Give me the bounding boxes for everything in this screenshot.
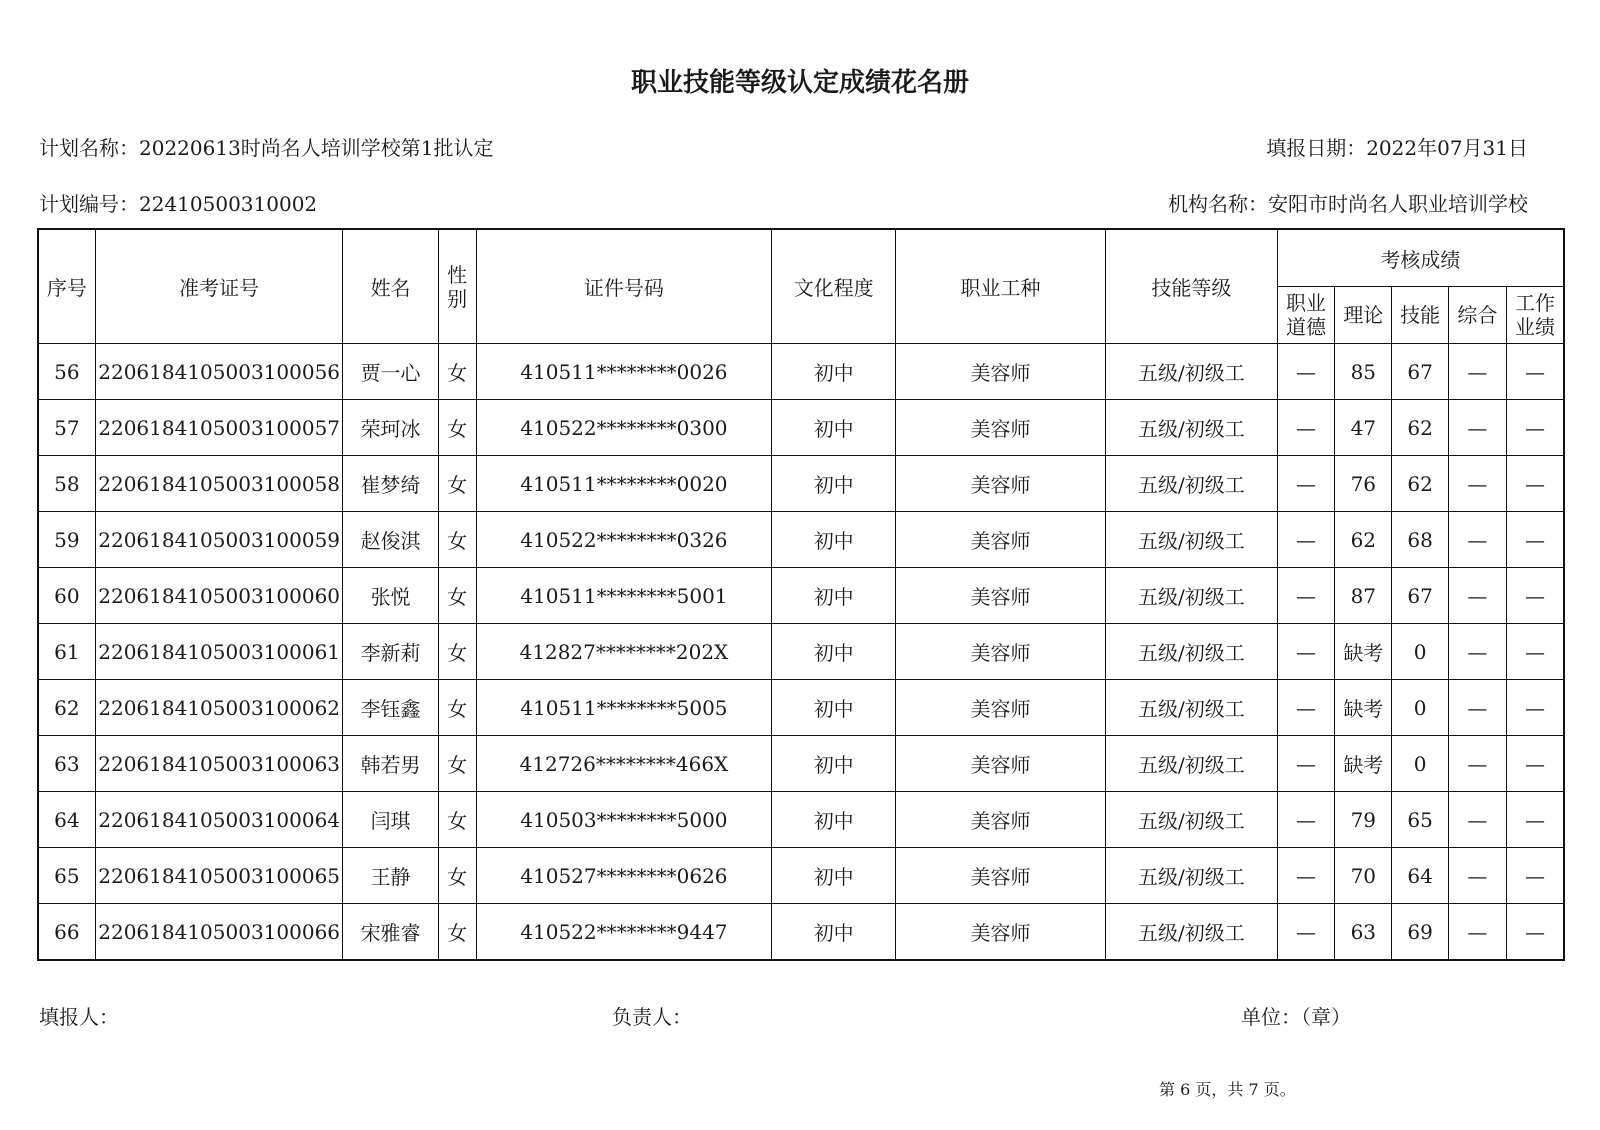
cell-level: 五级/初级工 xyxy=(1105,568,1277,624)
cell-skill: 67 xyxy=(1392,568,1448,624)
cell-education: 初中 xyxy=(772,624,896,680)
header-scores-group: 考核成绩 xyxy=(1277,229,1564,287)
cell-name: 张悦 xyxy=(343,568,438,624)
cell-gender: 女 xyxy=(438,624,476,680)
cell-ticket: 2206184105003100065 xyxy=(95,848,343,904)
cell-occupation: 美容师 xyxy=(896,680,1106,736)
cell-theory: 85 xyxy=(1335,344,1392,400)
table-row xyxy=(38,456,1564,512)
cell-theory: 63 xyxy=(1335,904,1392,961)
header-ethics-label: 职业道德 xyxy=(1286,291,1326,339)
cell-overall: — xyxy=(1448,512,1506,568)
score-roster-table xyxy=(37,228,1565,961)
cell-performance: — xyxy=(1507,344,1564,400)
header-level: 技能等级 xyxy=(1105,229,1277,344)
cell-seq: 57 xyxy=(38,400,95,456)
cell-ethics: — xyxy=(1277,736,1334,792)
cell-id-number: 410503********5000 xyxy=(476,792,772,848)
cell-gender: 女 xyxy=(438,848,476,904)
cell-id-number: 410522********9447 xyxy=(476,904,772,961)
cell-skill: 64 xyxy=(1392,848,1448,904)
cell-gender: 女 xyxy=(438,400,476,456)
header-skill: 技能 xyxy=(1392,287,1448,344)
cell-education: 初中 xyxy=(772,512,896,568)
cell-seq: 64 xyxy=(38,792,95,848)
table-row xyxy=(38,400,1564,456)
cell-id-number: 410511********0020 xyxy=(476,456,772,512)
cell-ethics: — xyxy=(1277,400,1334,456)
cell-seq: 65 xyxy=(38,848,95,904)
cell-occupation: 美容师 xyxy=(896,848,1106,904)
cell-education: 初中 xyxy=(772,456,896,512)
cell-gender: 女 xyxy=(438,568,476,624)
cell-level: 五级/初级工 xyxy=(1105,848,1277,904)
cell-name: 闫琪 xyxy=(343,792,438,848)
header-overall: 综合 xyxy=(1448,287,1506,344)
cell-level: 五级/初级工 xyxy=(1105,680,1277,736)
cell-ethics: — xyxy=(1277,456,1334,512)
plan-name: 计划名称：20220613时尚名人培训学校第1批认定 xyxy=(39,136,494,160)
cell-skill: 69 xyxy=(1392,904,1448,961)
cell-name: 韩若男 xyxy=(343,736,438,792)
cell-theory: 62 xyxy=(1335,512,1392,568)
plan-code: 计划编号：22410500310002 xyxy=(39,192,318,216)
unit-seal-label: 单位：（章） xyxy=(1241,1005,1351,1029)
cell-education: 初中 xyxy=(772,848,896,904)
cell-ticket: 2206184105003100063 xyxy=(95,736,343,792)
header-seq: 序号 xyxy=(38,229,95,344)
cell-gender: 女 xyxy=(438,680,476,736)
cell-level: 五级/初级工 xyxy=(1105,512,1277,568)
cell-theory: 76 xyxy=(1335,456,1392,512)
cell-occupation: 美容师 xyxy=(896,568,1106,624)
cell-ticket: 2206184105003100058 xyxy=(95,456,343,512)
cell-occupation: 美容师 xyxy=(896,344,1106,400)
cell-education: 初中 xyxy=(772,680,896,736)
cell-gender: 女 xyxy=(438,736,476,792)
cell-level: 五级/初级工 xyxy=(1105,456,1277,512)
cell-ethics: — xyxy=(1277,848,1334,904)
cell-occupation: 美容师 xyxy=(896,624,1106,680)
cell-performance: — xyxy=(1507,680,1564,736)
cell-ethics: — xyxy=(1277,624,1334,680)
cell-theory: 缺考 xyxy=(1335,736,1392,792)
cell-seq: 61 xyxy=(38,624,95,680)
cell-occupation: 美容师 xyxy=(896,792,1106,848)
responsible-label: 负责人： xyxy=(612,1005,692,1029)
header-id: 证件号码 xyxy=(476,229,772,344)
page-indicator: 第 6 页，共 7 页。 xyxy=(1159,1080,1296,1099)
cell-id-number: 410511********5001 xyxy=(476,568,772,624)
cell-ticket: 2206184105003100066 xyxy=(95,904,343,961)
cell-performance: — xyxy=(1507,848,1564,904)
header-gender-label: 性别 xyxy=(447,262,468,311)
cell-ethics: — xyxy=(1277,904,1334,961)
cell-level: 五级/初级工 xyxy=(1105,904,1277,961)
cell-performance: — xyxy=(1507,792,1564,848)
cell-id-number: 412726********466X xyxy=(476,736,772,792)
header-ethics xyxy=(1277,287,1334,344)
cell-id-number: 410511********5005 xyxy=(476,680,772,736)
cell-education: 初中 xyxy=(772,344,896,400)
cell-overall: — xyxy=(1448,904,1506,961)
cell-gender: 女 xyxy=(438,344,476,400)
cell-seq: 59 xyxy=(38,512,95,568)
cell-education: 初中 xyxy=(772,736,896,792)
table-row xyxy=(38,848,1564,904)
cell-skill: 62 xyxy=(1392,456,1448,512)
table-row xyxy=(38,624,1564,680)
cell-occupation: 美容师 xyxy=(896,512,1106,568)
cell-ethics: — xyxy=(1277,792,1334,848)
header-performance xyxy=(1507,287,1564,344)
cell-level: 五级/初级工 xyxy=(1105,344,1277,400)
header-ticket: 准考证号 xyxy=(95,229,343,344)
cell-id-number: 410527********0626 xyxy=(476,848,772,904)
cell-ticket: 2206184105003100061 xyxy=(95,624,343,680)
cell-theory: 70 xyxy=(1335,848,1392,904)
cell-level: 五级/初级工 xyxy=(1105,400,1277,456)
cell-skill: 65 xyxy=(1392,792,1448,848)
cell-id-number: 410511********0026 xyxy=(476,344,772,400)
cell-theory: 87 xyxy=(1335,568,1392,624)
cell-overall: — xyxy=(1448,400,1506,456)
cell-overall: — xyxy=(1448,568,1506,624)
table-row xyxy=(38,512,1564,568)
cell-seq: 62 xyxy=(38,680,95,736)
table-row xyxy=(38,680,1564,736)
cell-occupation: 美容师 xyxy=(896,904,1106,961)
cell-level: 五级/初级工 xyxy=(1105,792,1277,848)
cell-name: 贾一心 xyxy=(343,344,438,400)
cell-name: 荣珂冰 xyxy=(343,400,438,456)
cell-gender: 女 xyxy=(438,904,476,961)
cell-performance: — xyxy=(1507,568,1564,624)
cell-ticket: 2206184105003100062 xyxy=(95,680,343,736)
cell-seq: 63 xyxy=(38,736,95,792)
cell-theory: 47 xyxy=(1335,400,1392,456)
cell-skill: 0 xyxy=(1392,624,1448,680)
cell-overall: — xyxy=(1448,624,1506,680)
cell-name: 李新莉 xyxy=(343,624,438,680)
cell-overall: — xyxy=(1448,680,1506,736)
cell-gender: 女 xyxy=(438,792,476,848)
cell-occupation: 美容师 xyxy=(896,400,1106,456)
cell-seq: 58 xyxy=(38,456,95,512)
cell-gender: 女 xyxy=(438,512,476,568)
table-row xyxy=(38,792,1564,848)
cell-id-number: 410522********0326 xyxy=(476,512,772,568)
header-name: 姓名 xyxy=(343,229,438,344)
cell-performance: — xyxy=(1507,400,1564,456)
cell-performance: — xyxy=(1507,904,1564,961)
cell-performance: — xyxy=(1507,736,1564,792)
header-gender xyxy=(438,229,476,344)
cell-gender: 女 xyxy=(438,456,476,512)
cell-name: 赵俊淇 xyxy=(343,512,438,568)
cell-ticket: 2206184105003100059 xyxy=(95,512,343,568)
table-row xyxy=(38,904,1564,961)
cell-ethics: — xyxy=(1277,568,1334,624)
cell-id-number: 410522********0300 xyxy=(476,400,772,456)
cell-ticket: 2206184105003100057 xyxy=(95,400,343,456)
cell-name: 李钰鑫 xyxy=(343,680,438,736)
cell-education: 初中 xyxy=(772,568,896,624)
cell-ticket: 2206184105003100056 xyxy=(95,344,343,400)
cell-name: 崔梦绮 xyxy=(343,456,438,512)
cell-performance: — xyxy=(1507,624,1564,680)
cell-skill: 67 xyxy=(1392,344,1448,400)
cell-id-number: 412827********202X xyxy=(476,624,772,680)
cell-ethics: — xyxy=(1277,512,1334,568)
cell-name: 宋雅睿 xyxy=(343,904,438,961)
cell-ethics: — xyxy=(1277,680,1334,736)
cell-occupation: 美容师 xyxy=(896,736,1106,792)
org-name: 机构名称：安阳市时尚名人职业培训学校 xyxy=(1168,192,1528,216)
cell-ticket: 2206184105003100060 xyxy=(95,568,343,624)
header-performance-label: 工作业绩 xyxy=(1515,291,1556,339)
cell-education: 初中 xyxy=(772,792,896,848)
cell-theory: 缺考 xyxy=(1335,680,1392,736)
cell-ticket: 2206184105003100064 xyxy=(95,792,343,848)
table-row xyxy=(38,736,1564,792)
table-row xyxy=(38,568,1564,624)
cell-performance: — xyxy=(1507,456,1564,512)
cell-theory: 79 xyxy=(1335,792,1392,848)
cell-seq: 60 xyxy=(38,568,95,624)
header-education: 文化程度 xyxy=(772,229,896,344)
cell-education: 初中 xyxy=(772,400,896,456)
cell-overall: — xyxy=(1448,792,1506,848)
cell-theory: 缺考 xyxy=(1335,624,1392,680)
cell-overall: — xyxy=(1448,736,1506,792)
cell-level: 五级/初级工 xyxy=(1105,736,1277,792)
header-occupation: 职业工种 xyxy=(896,229,1106,344)
cell-performance: — xyxy=(1507,512,1564,568)
document-title: 职业技能等级认定成绩花名册 xyxy=(630,68,969,98)
cell-education: 初中 xyxy=(772,904,896,961)
cell-name: 王静 xyxy=(343,848,438,904)
cell-skill: 0 xyxy=(1392,736,1448,792)
filler-label: 填报人： xyxy=(39,1005,119,1029)
cell-skill: 68 xyxy=(1392,512,1448,568)
fill-date: 填报日期：2022年07月31日 xyxy=(1266,136,1528,160)
cell-seq: 66 xyxy=(38,904,95,961)
cell-skill: 62 xyxy=(1392,400,1448,456)
cell-overall: — xyxy=(1448,456,1506,512)
cell-seq: 56 xyxy=(38,344,95,400)
cell-skill: 0 xyxy=(1392,680,1448,736)
cell-occupation: 美容师 xyxy=(896,456,1106,512)
cell-level: 五级/初级工 xyxy=(1105,624,1277,680)
cell-overall: — xyxy=(1448,344,1506,400)
header-theory: 理论 xyxy=(1335,287,1392,344)
table-row xyxy=(38,344,1564,400)
cell-overall: — xyxy=(1448,848,1506,904)
cell-ethics: — xyxy=(1277,344,1334,400)
